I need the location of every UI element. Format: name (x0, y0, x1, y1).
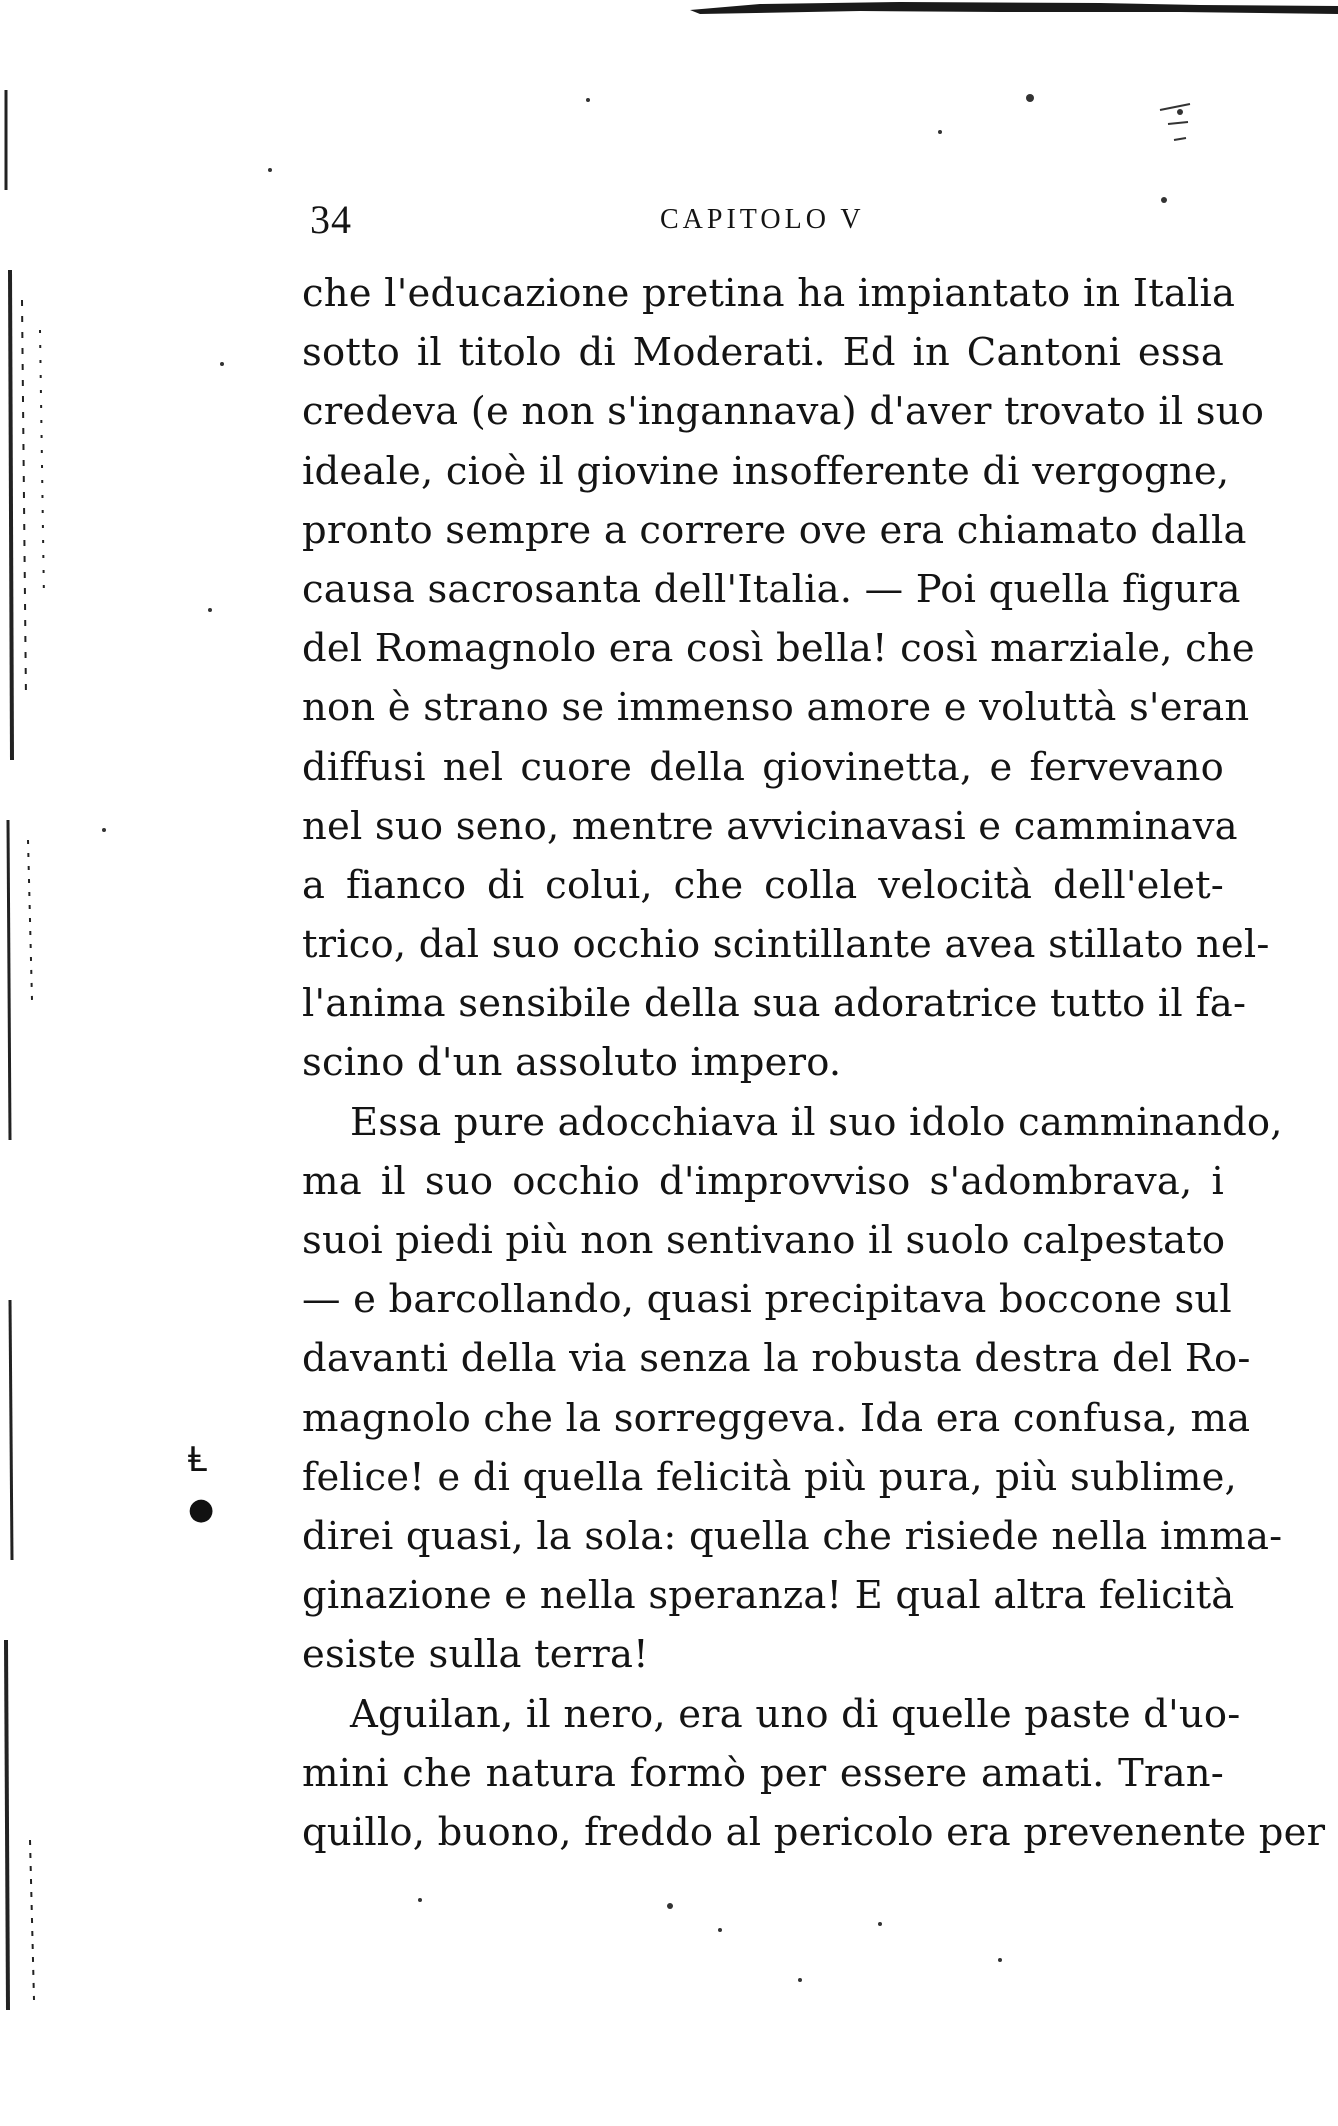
text-line: l'anima sensibile della sua adoratrice tutto il fa- (302, 981, 1247, 1027)
binding-marks (6, 90, 44, 2010)
text-line: trico, dal suo occhio scintillante avea stillato nel- (302, 922, 1270, 968)
text-line: causa sacrosanta dell'Italia. — Poi quella figura (302, 566, 1241, 612)
text-line: che l'educazione pretina ha impiantato in Italia (302, 271, 1236, 316)
body-text (302, 264, 1326, 1862)
text-line: direi quasi, la sola: quella che risiede nella imma- (302, 1513, 1283, 1559)
text-line: esiste sulla terra! (302, 1632, 649, 1678)
text-line: ideale, cioè il giovine insofferente di vergogne, (302, 448, 1230, 494)
top-right-scribble (1160, 104, 1190, 140)
text-line: quillo, buono, freddo al pericolo era prevenente per (302, 1809, 1326, 1855)
page-number: 34 (310, 197, 352, 242)
page-header (310, 196, 1220, 252)
text-line: diffusi nel cuore della giovinetta, e fervevano (302, 744, 1224, 790)
text-line: ginazione e nella speranza! E qual altra felicità (302, 1573, 1235, 1619)
running-head: CAPITOLO V (660, 204, 865, 235)
margin-dot-mark: ● (188, 1492, 215, 1527)
text-line: scino d'un assoluto impero. (302, 1040, 842, 1086)
text-line: non è strano se immenso amore e voluttà s'eran (302, 685, 1250, 731)
text-line: — e barcollando, quasi precipitava boccone sul (302, 1277, 1232, 1323)
text-line: credeva (e non s'ingannava) d'aver trovato il suo (302, 389, 1265, 435)
text-line: sotto il titolo di Moderati. Ed in Cantoni essa (302, 330, 1224, 376)
text-line: pronto sempre a correre ove era chiamato dalla (302, 507, 1247, 553)
text-line: davanti della via senza la robusta destra del Ro- (302, 1336, 1251, 1382)
text-line: nel suo seno, mentre avvicinavasi e camminava (302, 803, 1238, 849)
top-edge-shadow (690, 2, 1338, 14)
text-line: ma il suo occhio d'improvviso s'adombrava, i (302, 1158, 1224, 1204)
text-line: mini che natura formò per essere amati. Tran- (302, 1750, 1224, 1796)
text-line: a fianco di colui, che colla velocità dell'elet- (302, 862, 1224, 908)
text-line: felice! e di quella felicità più pura, più sublime, (302, 1454, 1237, 1500)
text-line: Essa pure adocchiava il suo idolo camminando, (350, 1099, 1283, 1145)
text-line: magnolo che la sorreggeva. Ida era confusa, ma (302, 1395, 1251, 1441)
text-line: del Romagnolo era così bella! così marziale, che (302, 626, 1255, 672)
text-line: Aguilan, il nero, era uno di quelle paste d'uo- (350, 1691, 1241, 1737)
text-line: suoi piedi più non sentivano il suolo calpestato (302, 1218, 1226, 1263)
margin-cross-mark: Ⱡ (188, 1440, 207, 1480)
